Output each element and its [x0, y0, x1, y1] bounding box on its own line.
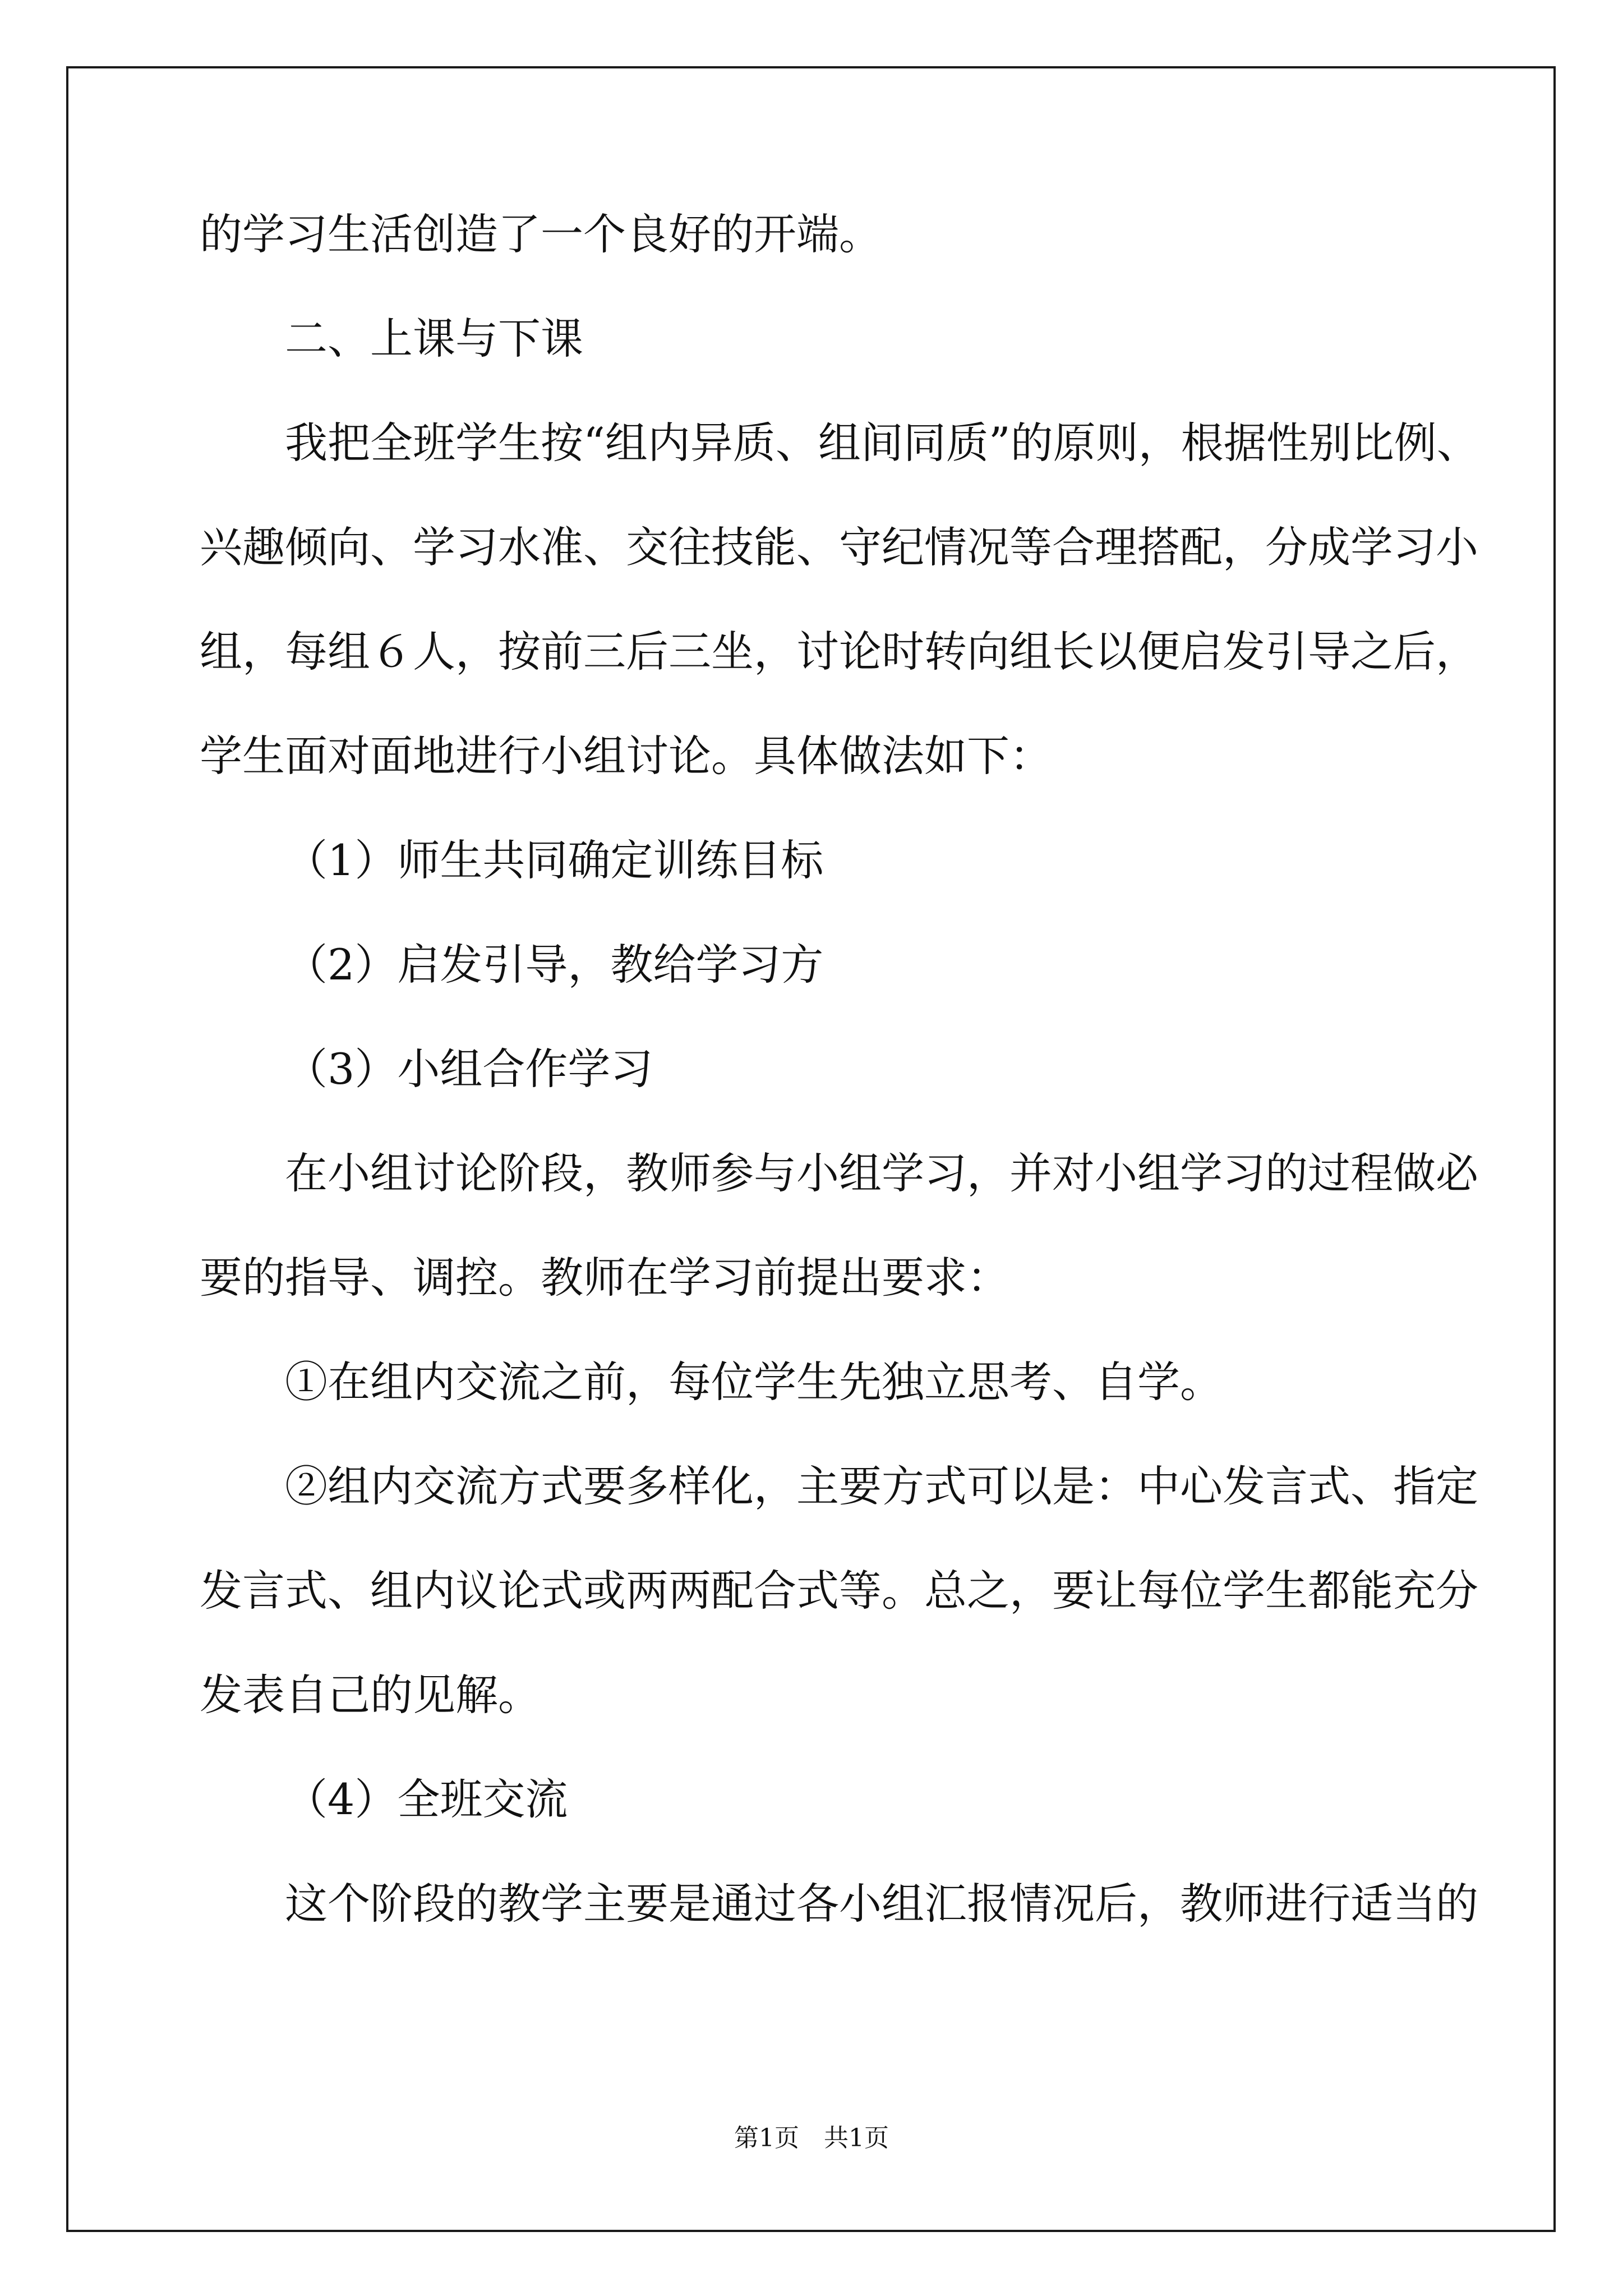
text-line: 这个阶段的教学主要是通过各小组汇报情况后，教师进行适当的: [285, 1879, 1478, 1929]
text-line: 学生面对面地进行小组讨论。具体做法如下：: [200, 731, 1052, 781]
page-number: 第1页 共1页: [734, 2124, 889, 2152]
text-line: 发表自己的见解。: [200, 1670, 541, 1720]
text-line: 要的指导、调控。教师在学习前提出要求：: [200, 1253, 1009, 1303]
list-item: ①在组内交流之前，每位学生先独立思考、自学。: [285, 1357, 1223, 1407]
list-item: （4）全班交流: [285, 1774, 568, 1824]
text-line: 在小组讨论阶段，教师参与小组学习，并对小组学习的过程做必: [285, 1148, 1478, 1198]
text-line: 我把全班学生按“组内异质、组间同质”的原则，根据性别比例、: [285, 418, 1479, 468]
text-line: 发言式、组内议论式或两两配合式等。总之，要让每位学生都能充分: [200, 1566, 1478, 1616]
text-line: 兴趣倾向、学习水准、交往技能、守纪情况等合理搭配，分成学习小: [200, 522, 1478, 572]
list-item: （2）启发引导，教给学习方: [285, 940, 824, 990]
list-item: ②组内交流方式要多样化，主要方式可以是：中心发言式、指定: [285, 1461, 1478, 1511]
list-item: （1）师生共同确定训练目标: [285, 835, 824, 885]
text-line: 组，每组６人，按前三后三坐，讨论时转向组长以便启发引导之后，: [200, 627, 1478, 677]
list-item: （3）小组合作学习: [285, 1044, 653, 1094]
section-heading: 二、上课与下课: [285, 314, 583, 364]
text-line: 的学习生活创造了一个良好的开端。: [200, 209, 882, 259]
